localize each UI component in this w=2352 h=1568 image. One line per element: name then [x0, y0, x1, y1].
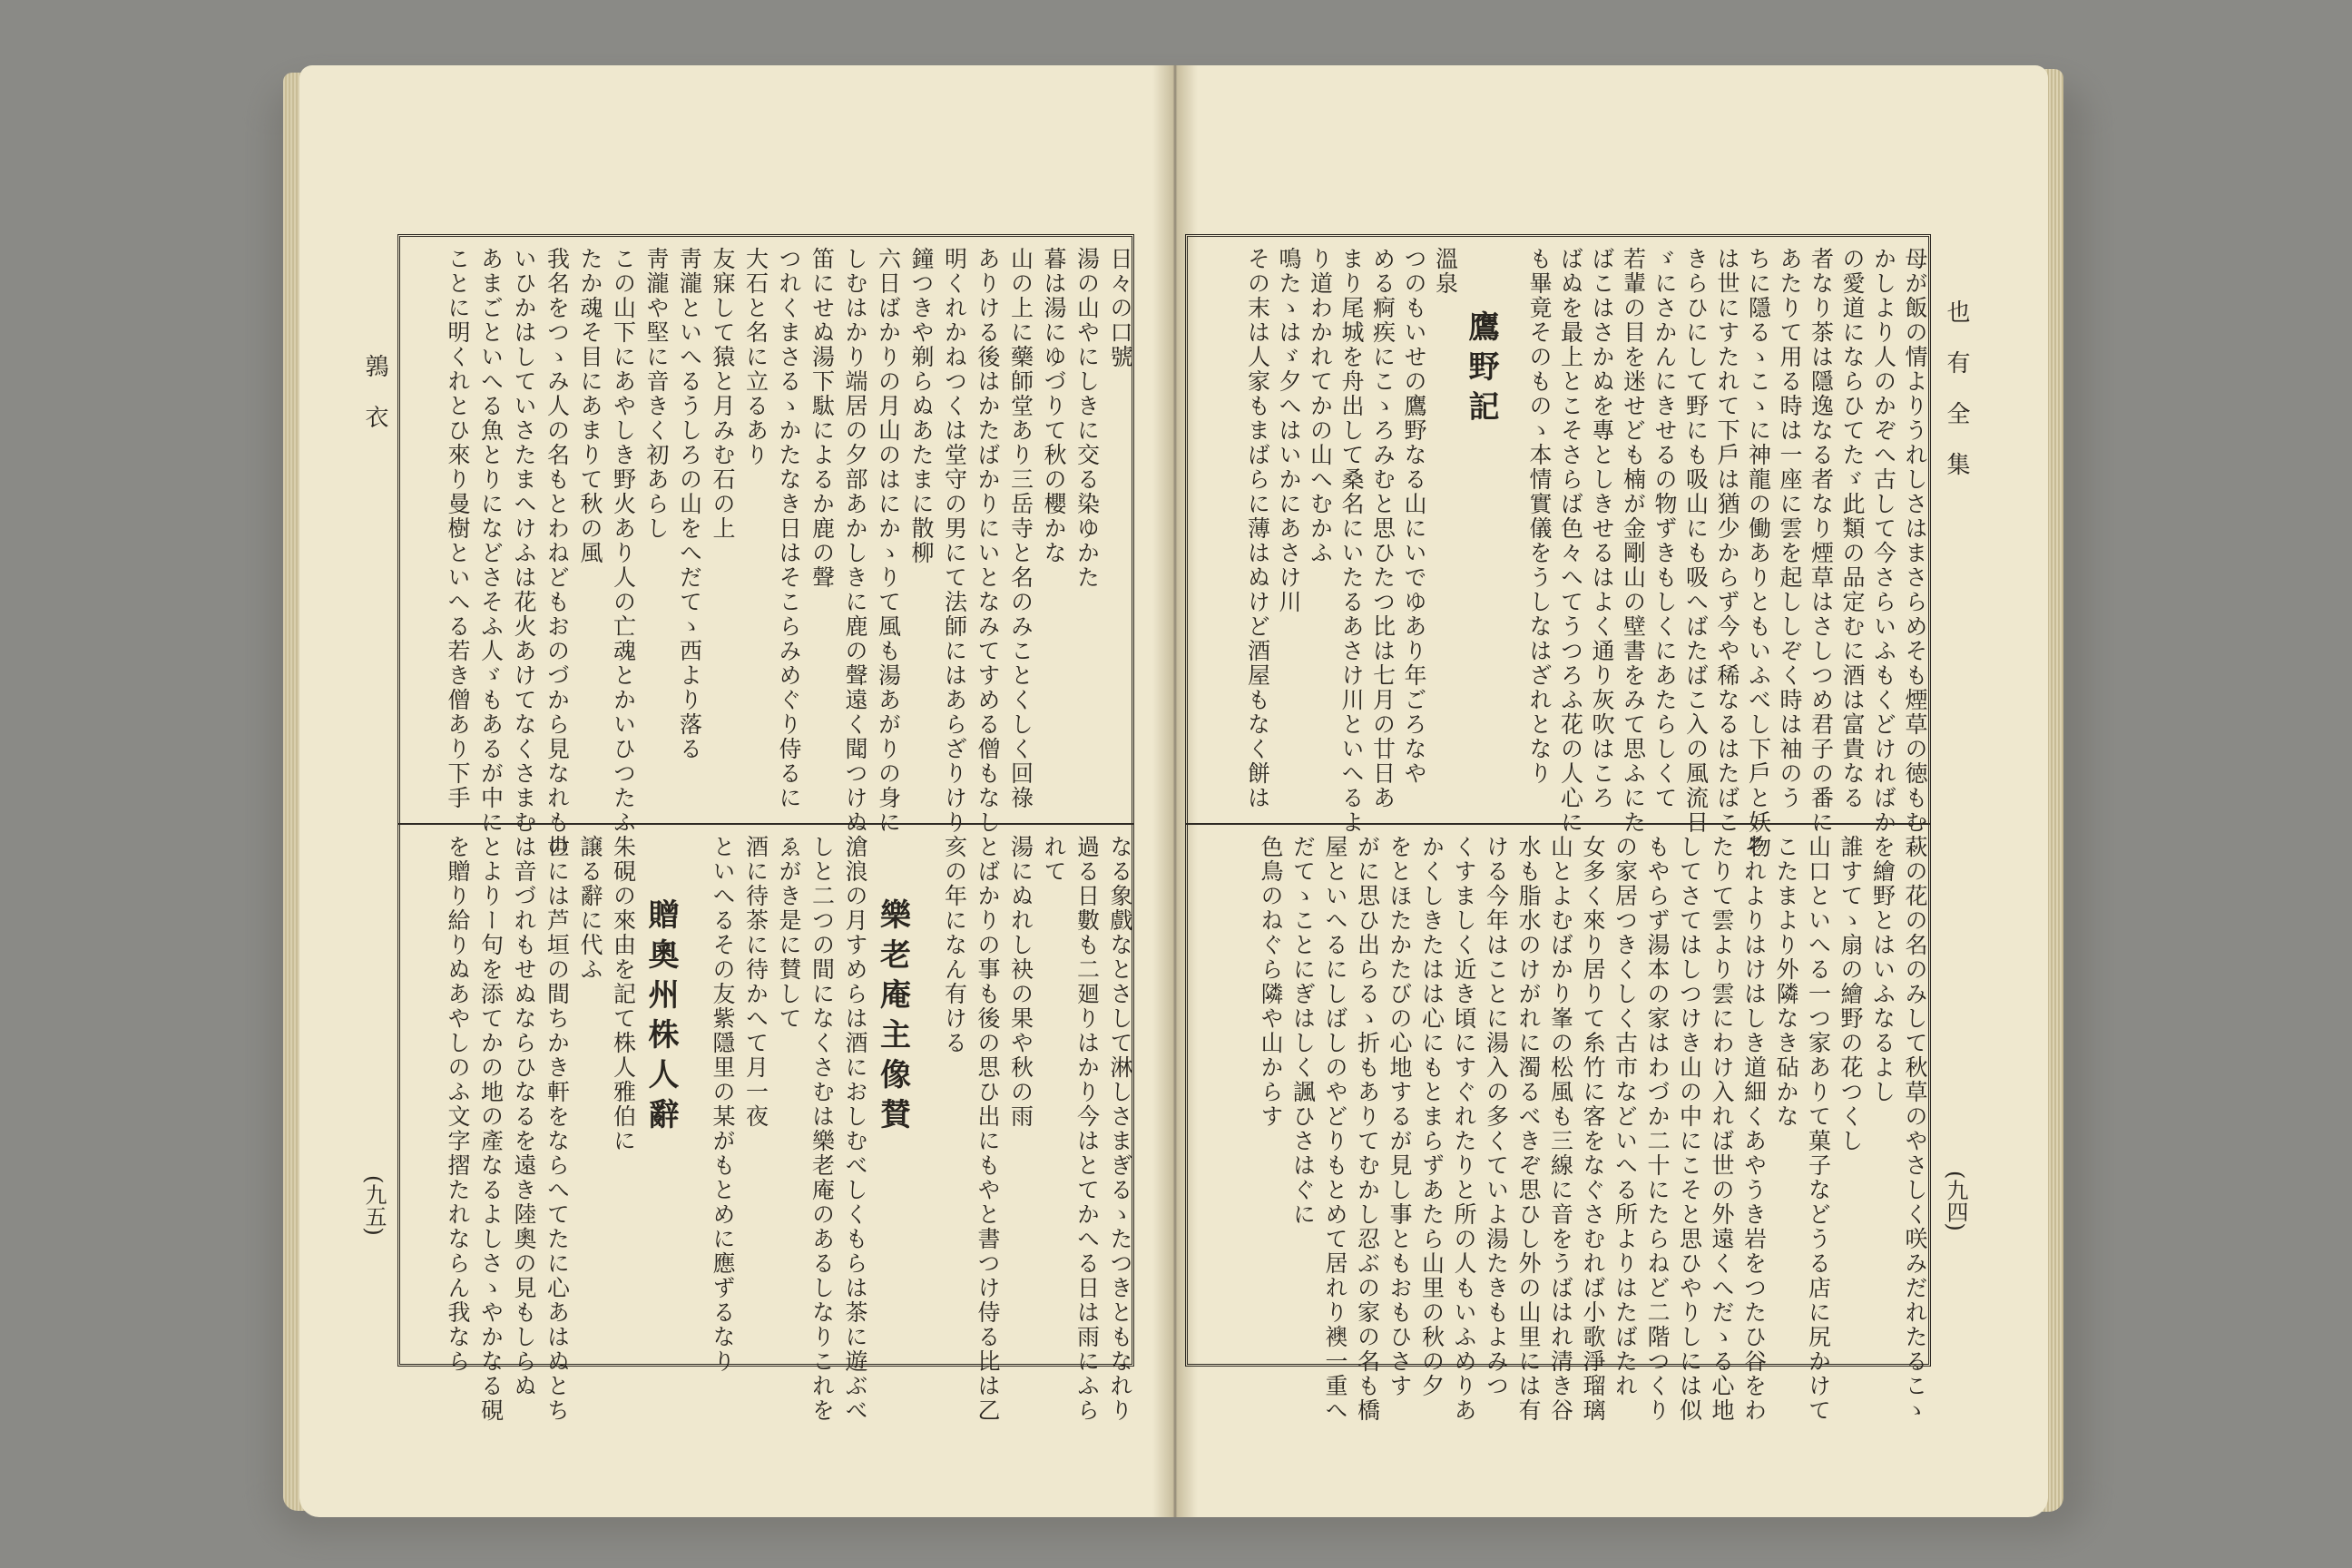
text-column: 朱硯の來由を記て株人雅伯に	[610, 835, 637, 1153]
text-column: は世にすたれて下戶は猶少からず今や稀なるはたばこ	[1714, 247, 1740, 835]
text-column: 者なり茶は隱逸なる者なり煙草はさしつめ君子の番に	[1808, 247, 1835, 835]
text-column: この山下にあやしき野火あり人の亡魂とかいひつたふ	[610, 247, 637, 835]
text-column: といへるその友紫隱里の某がもとめに應ずるなり	[710, 835, 736, 1374]
text-column: 若輩の目を迷せども楠が金剛山の壁書をみて思ふにた	[1620, 247, 1647, 835]
text-column: 譲る辭に代ふ	[577, 835, 603, 982]
running-head-left: 鶉衣	[361, 354, 388, 456]
text-column: たか魂そ目にあまりて秋の風	[577, 247, 603, 565]
text-column: しと二つの間になくさむは樂老庵のあるしなりこれを	[808, 835, 836, 1423]
text-column: 水も脂水のけがれに濁るべきぞ思ひし外の山里には有	[1515, 835, 1542, 1423]
text-column: 明くれかねつくは堂守の男にて法師にはあらざりけり	[941, 247, 968, 835]
text-column: とよりー句を添てかの地の產なるよしさゝやかなる硯	[477, 835, 505, 1423]
text-column: ゞにさかんにきせるの物ずきもしくにあたらしくて	[1651, 247, 1678, 810]
text-column: いひかはしていさたまへけふは花火あけてなくさまむ	[511, 247, 537, 835]
text-column: 笛にせぬ湯下駄によるか鹿の聲	[808, 247, 836, 590]
text-column: 湯の山やにしきに交る染ゆかた	[1073, 247, 1101, 590]
text-column: れて	[1041, 835, 1067, 884]
text-column: 山口といへる一つ家ありて菓子などうる店に尻かけて	[1805, 835, 1832, 1423]
text-column: 鷹野記	[1463, 310, 1499, 430]
text-column: あまごといへる魚とりになどさそふ人ゞもあるが中に	[477, 247, 505, 835]
text-column: きらひにして野にも吸山にも吸へばたばこ入の風流日	[1682, 247, 1710, 835]
text-column: も畢竟そのものゝ本情實儀をうしなはざれとなり	[1526, 247, 1553, 786]
text-column: 色鳥のねぐら隣や山からす	[1258, 835, 1284, 1129]
text-column: もやらず湯本の家はわづか二十にたらねど二階つくり	[1644, 835, 1671, 1423]
text-column: 山の上に藥師堂あり三岳寺と名のみことくしく回祿	[1007, 247, 1034, 810]
text-column: まり尾城を舟出して桑名にいたるあさけ川といへるよ	[1338, 247, 1365, 835]
text-column: 鐘つきや剃らぬあたまに散柳	[908, 247, 935, 565]
text-column: り道わかれてかの山へむかふ	[1307, 247, 1334, 565]
text-column: 亥の年になん有ける	[941, 835, 968, 1055]
text-column: 友寐して猿と月みむ石の上	[710, 247, 736, 541]
text-column: 贈奧州株人辭	[642, 898, 679, 1138]
text-column: 萩の花の名のみして秋草のやさしく咲みだれたるこゝ	[1902, 835, 1928, 1423]
text-column: 滄浪の月すめらは酒におしむべしくもらは茶に遊ぶべ	[842, 835, 868, 1423]
text-column: 母が飯の情よりうれしさはまさらめそも煙草の徳もむ	[1902, 247, 1928, 835]
text-column: それよりはけはしき道細くあやうき岩をつたひ谷をわ	[1740, 835, 1768, 1423]
text-column: 暮は湯にゆづりて秋の櫻かな	[1041, 247, 1067, 565]
text-column: 靑瀧や堅に音きく初あらし	[643, 247, 670, 541]
text-column: 山とよむばかり峯の松風も三線に音をうばはれ清き谷	[1547, 835, 1574, 1423]
text-column: ありける後はかたばかりにいとなみてすめる僧もなし	[975, 247, 1001, 835]
text-column: ばぬを最上とこそさらば色々へてうつろふ花の人心に	[1557, 247, 1584, 835]
text-column: 世には芦垣の間ちかき軒をならへてたに心あはぬとち	[544, 835, 571, 1423]
text-column: ことに明くれとひ來り曼樹といへる若き僧あり下手	[445, 247, 471, 810]
text-column: 過る日數も二廻りはかり今はとてかへる日は雨にふら	[1073, 835, 1101, 1423]
text-column: 樂老庵主像賛	[874, 898, 911, 1138]
text-column: とばかりの事も後の思ひ出にもやと書つけ侍る比は乙	[975, 835, 1001, 1423]
text-column: つれくまさるゝかたなき日はそこらみめぐり侍るに	[776, 247, 802, 810]
text-column: 六日ばかりの月山のはにかゝりて風も湯あがりの身に	[875, 247, 902, 835]
text-column: くすましく近き頃にすぐれたりと所の人もいふめりあ	[1451, 835, 1477, 1423]
text-column: だてゝことにぎはしく諷ひさはぐに	[1289, 835, 1317, 1227]
left-frame-divider	[397, 823, 1134, 825]
text-column: がに思ひ出らるゝ折もありてむかし忍ぶの家の名も橋	[1354, 835, 1381, 1423]
page-number-left: (九五)	[361, 1175, 387, 1236]
text-column: ける今年はことに湯入の多くていよ湯たきもよみつ	[1483, 835, 1510, 1398]
text-column: たりて雲より雲にわけ入れば世の外遠くへだゝる心地	[1709, 835, 1735, 1423]
text-column: をとほたかたびの心地するが見し事ともおもひさす	[1387, 835, 1413, 1398]
text-column: なる象戲なとさして淋しさまぎるゝたつきともなれり	[1107, 835, 1133, 1423]
text-column: 女多く來り居りて糸竹に客をなぐさむれば小歌淨瑠璃	[1580, 835, 1606, 1423]
text-column: その末は人家もまばらに薄はぬけど酒屋もなく餅は	[1244, 247, 1271, 810]
text-column: かくしきたはは心にもとまらずあたら山里の秋の夕	[1418, 835, 1446, 1398]
text-column: を繪野とはいふなるよし	[1869, 835, 1896, 1104]
text-column: 溫泉	[1432, 247, 1459, 296]
text-column: こたまより外隣なき砧かな	[1773, 835, 1799, 1129]
text-column: 日々の口號	[1107, 247, 1133, 369]
text-column: ちに隱るゝこゝに神龍の働ありともいふべし下戶と妖物	[1745, 247, 1772, 859]
text-column: 酒に待茶に待かへて月一夜	[742, 835, 769, 1129]
text-column: を贈り給りぬあやしのふ文字摺たれならん我なら	[445, 835, 471, 1374]
text-column: 誰すてゝ扇の繪野の花つくし	[1838, 835, 1864, 1153]
page-number-right: (九四)	[1943, 1171, 1968, 1231]
text-column: あたりて用る時は一座に雲を起ししぞく時は袖のう	[1777, 247, 1803, 810]
running-head-right: 也有全集	[1943, 299, 1970, 503]
text-column: つのもいせの鷹野なる山にいでゆあり年ごろなや	[1401, 247, 1427, 786]
text-column: 我名をつゝみ人の名もとわねどもおのづから見なれもの	[544, 247, 571, 859]
text-column: の家居つきくしく古市などいへる所よりはたばたれ	[1612, 835, 1639, 1398]
text-column: ゑがき是に賛して	[776, 835, 802, 1031]
text-column: しむはかり端居の夕部あかしきに鹿の聲遠く聞つけぬ	[842, 247, 868, 835]
text-column: かしより人のかぞへ古して今さらいふもくどければか	[1870, 247, 1897, 835]
text-column: の愛道にならひてたゞ此類の品定むに酒は富貴なる	[1839, 247, 1866, 810]
text-column: 屋といへるにしばしのやどりもとめて居れり襖一重へ	[1322, 835, 1348, 1423]
text-column: 湯にぬれし袂の果や秋の雨	[1007, 835, 1034, 1129]
text-column: める痾疾にこゝろみむと思ひたつ比は七月の廿日あ	[1369, 247, 1396, 810]
text-column: 大石と名に立るあり	[742, 247, 769, 467]
text-column: してさてはしつけき山の中にこそと思ひやりしには似	[1676, 835, 1703, 1423]
text-column: 靑瀧といへるうしろの山をへだてゝ西より落る	[676, 247, 703, 761]
text-column: 鳴たゝはゞ夕へはいかにあさけ川	[1276, 247, 1302, 614]
text-column: ばこはさかぬを專としきせるはよく通り灰吹はころ	[1589, 247, 1615, 810]
text-column: は音づれもせぬならひなるを遠き陸奧の見もしらぬ	[511, 835, 537, 1398]
